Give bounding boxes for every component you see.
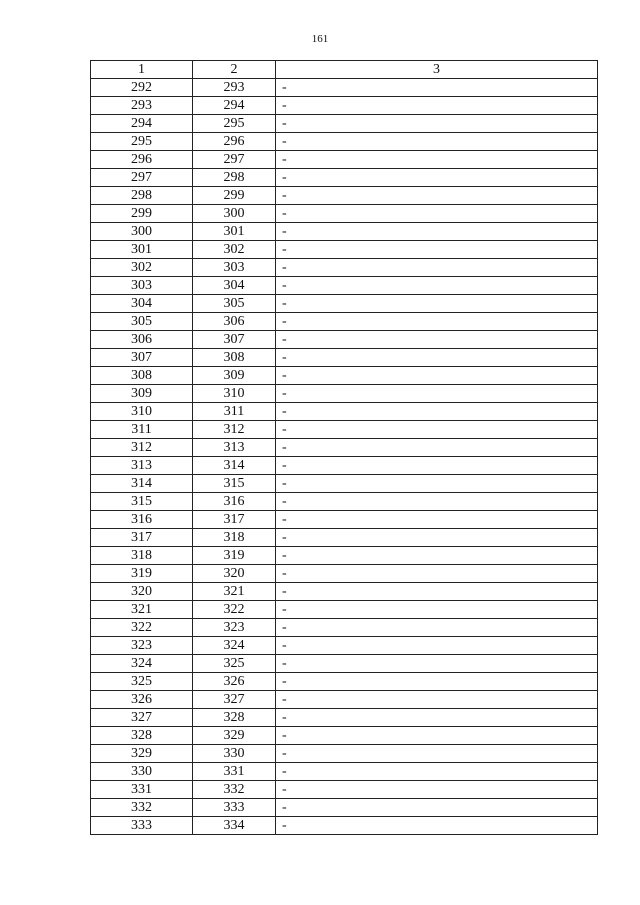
column-header-3: 3 (276, 61, 598, 79)
table-header (91, 61, 598, 79)
table-row (91, 259, 598, 277)
table-row (91, 529, 598, 547)
cell-col-2: 325 (193, 655, 276, 673)
cell-col-1: 301 (91, 241, 193, 259)
table-row (91, 331, 598, 349)
cell-col-3: - (276, 79, 598, 97)
table-row (91, 727, 598, 745)
cell-col-3: - (276, 349, 598, 367)
cell-col-1: 295 (91, 133, 193, 151)
cell-col-1: 305 (91, 313, 193, 331)
table-row (91, 673, 598, 691)
cell-col-3: - (276, 169, 598, 187)
cell-col-1: 324 (91, 655, 193, 673)
cell-col-3: - (276, 385, 598, 403)
cell-col-1: 322 (91, 619, 193, 637)
cell-col-1: 331 (91, 781, 193, 799)
cell-col-3: - (276, 367, 598, 385)
table-row (91, 457, 598, 475)
cell-col-1: 304 (91, 295, 193, 313)
cell-col-2: 305 (193, 295, 276, 313)
cell-col-1: 299 (91, 205, 193, 223)
cell-col-1: 326 (91, 691, 193, 709)
column-header-1: 1 (91, 61, 193, 79)
table-body (91, 79, 598, 835)
cell-col-3: - (276, 763, 598, 781)
cell-col-3: - (276, 637, 598, 655)
cell-col-1: 327 (91, 709, 193, 727)
table-row (91, 439, 598, 457)
cell-col-2: 297 (193, 151, 276, 169)
table-row (91, 79, 598, 97)
cell-col-3: - (276, 529, 598, 547)
cell-col-2: 303 (193, 259, 276, 277)
cell-col-2: 307 (193, 331, 276, 349)
cell-col-3: - (276, 241, 598, 259)
cell-col-2: 302 (193, 241, 276, 259)
cell-col-1: 302 (91, 259, 193, 277)
cell-col-2: 293 (193, 79, 276, 97)
cell-col-1: 313 (91, 457, 193, 475)
table-row (91, 115, 598, 133)
table-row (91, 637, 598, 655)
table-row (91, 367, 598, 385)
cell-col-3: - (276, 403, 598, 421)
cell-col-2: 333 (193, 799, 276, 817)
table-row (91, 133, 598, 151)
cell-col-3: - (276, 421, 598, 439)
cell-col-3: - (276, 151, 598, 169)
cell-col-3: - (276, 295, 598, 313)
cell-col-3: - (276, 799, 598, 817)
cell-col-1: 321 (91, 601, 193, 619)
table-row (91, 403, 598, 421)
cell-col-2: 296 (193, 133, 276, 151)
cell-col-3: - (276, 727, 598, 745)
table-row (91, 241, 598, 259)
cell-col-2: 328 (193, 709, 276, 727)
table-row (91, 313, 598, 331)
cell-col-2: 323 (193, 619, 276, 637)
table-row (91, 187, 598, 205)
cell-col-3: - (276, 223, 598, 241)
table-row (91, 601, 598, 619)
cell-col-2: 299 (193, 187, 276, 205)
cell-col-2: 316 (193, 493, 276, 511)
cell-col-3: - (276, 115, 598, 133)
cell-col-2: 294 (193, 97, 276, 115)
cell-col-1: 294 (91, 115, 193, 133)
cell-col-3: - (276, 475, 598, 493)
cell-col-2: 319 (193, 547, 276, 565)
cell-col-2: 332 (193, 781, 276, 799)
cell-col-2: 322 (193, 601, 276, 619)
cell-col-1: 330 (91, 763, 193, 781)
cell-col-2: 295 (193, 115, 276, 133)
cell-col-1: 333 (91, 817, 193, 835)
cell-col-3: - (276, 673, 598, 691)
table-row (91, 421, 598, 439)
cell-col-3: - (276, 439, 598, 457)
cell-col-3: - (276, 313, 598, 331)
cell-col-1: 298 (91, 187, 193, 205)
cell-col-1: 303 (91, 277, 193, 295)
cell-col-1: 329 (91, 745, 193, 763)
cell-col-3: - (276, 583, 598, 601)
table-row (91, 169, 598, 187)
table-row (91, 799, 598, 817)
cell-col-1: 292 (91, 79, 193, 97)
cell-col-1: 312 (91, 439, 193, 457)
cell-col-3: - (276, 565, 598, 583)
cell-col-2: 309 (193, 367, 276, 385)
table-row (91, 655, 598, 673)
cell-col-2: 331 (193, 763, 276, 781)
cell-col-2: 300 (193, 205, 276, 223)
table-row (91, 151, 598, 169)
cell-col-2: 321 (193, 583, 276, 601)
table-row (91, 763, 598, 781)
table-row (91, 511, 598, 529)
cell-col-2: 318 (193, 529, 276, 547)
cell-col-1: 332 (91, 799, 193, 817)
cell-col-1: 316 (91, 511, 193, 529)
cell-col-1: 307 (91, 349, 193, 367)
table-row (91, 619, 598, 637)
cell-col-2: 329 (193, 727, 276, 745)
cell-col-1: 314 (91, 475, 193, 493)
cell-col-3: - (276, 277, 598, 295)
table-row (91, 277, 598, 295)
table-row (91, 349, 598, 367)
cell-col-1: 300 (91, 223, 193, 241)
table-row (91, 295, 598, 313)
cell-col-1: 306 (91, 331, 193, 349)
cell-col-1: 319 (91, 565, 193, 583)
cell-col-2: 317 (193, 511, 276, 529)
cell-col-1: 310 (91, 403, 193, 421)
cell-col-1: 309 (91, 385, 193, 403)
cell-col-2: 315 (193, 475, 276, 493)
cell-col-2: 306 (193, 313, 276, 331)
cell-col-3: - (276, 97, 598, 115)
table-row (91, 385, 598, 403)
cell-col-2: 310 (193, 385, 276, 403)
table-row (91, 475, 598, 493)
cell-col-1: 318 (91, 547, 193, 565)
cell-col-3: - (276, 259, 598, 277)
cell-col-2: 334 (193, 817, 276, 835)
cell-col-3: - (276, 655, 598, 673)
cell-col-2: 320 (193, 565, 276, 583)
cell-col-3: - (276, 619, 598, 637)
data-table (90, 60, 598, 835)
header-row (91, 61, 598, 79)
cell-col-3: - (276, 187, 598, 205)
cell-col-2: 326 (193, 673, 276, 691)
cell-col-3: - (276, 331, 598, 349)
cell-col-1: 293 (91, 97, 193, 115)
cell-col-1: 323 (91, 637, 193, 655)
cell-col-2: 313 (193, 439, 276, 457)
cell-col-2: 330 (193, 745, 276, 763)
cell-col-3: - (276, 493, 598, 511)
cell-col-1: 317 (91, 529, 193, 547)
cell-col-1: 296 (91, 151, 193, 169)
cell-col-3: - (276, 709, 598, 727)
table-row (91, 565, 598, 583)
table-row (91, 583, 598, 601)
cell-col-2: 311 (193, 403, 276, 421)
table-row (91, 781, 598, 799)
table-row (91, 97, 598, 115)
column-header-2: 2 (193, 61, 276, 79)
cell-col-3: - (276, 817, 598, 835)
cell-col-2: 312 (193, 421, 276, 439)
page-number: 161 (311, 33, 329, 45)
table-row (91, 493, 598, 511)
cell-col-3: - (276, 601, 598, 619)
cell-col-3: - (276, 133, 598, 151)
cell-col-2: 314 (193, 457, 276, 475)
table-row (91, 745, 598, 763)
cell-col-2: 301 (193, 223, 276, 241)
table-row (91, 691, 598, 709)
cell-col-1: 325 (91, 673, 193, 691)
cell-col-3: - (276, 781, 598, 799)
cell-col-1: 328 (91, 727, 193, 745)
cell-col-3: - (276, 205, 598, 223)
cell-col-3: - (276, 691, 598, 709)
cell-col-1: 320 (91, 583, 193, 601)
cell-col-2: 304 (193, 277, 276, 295)
table-row (91, 223, 598, 241)
table-row (91, 709, 598, 727)
cell-col-1: 315 (91, 493, 193, 511)
cell-col-3: - (276, 511, 598, 529)
cell-col-2: 324 (193, 637, 276, 655)
cell-col-1: 308 (91, 367, 193, 385)
table-row (91, 547, 598, 565)
cell-col-1: 311 (91, 421, 193, 439)
table-row (91, 817, 598, 835)
cell-col-3: - (276, 745, 598, 763)
table-row (91, 205, 598, 223)
cell-col-2: 327 (193, 691, 276, 709)
cell-col-3: - (276, 547, 598, 565)
cell-col-2: 308 (193, 349, 276, 367)
cell-col-3: - (276, 457, 598, 475)
cell-col-2: 298 (193, 169, 276, 187)
cell-col-1: 297 (91, 169, 193, 187)
